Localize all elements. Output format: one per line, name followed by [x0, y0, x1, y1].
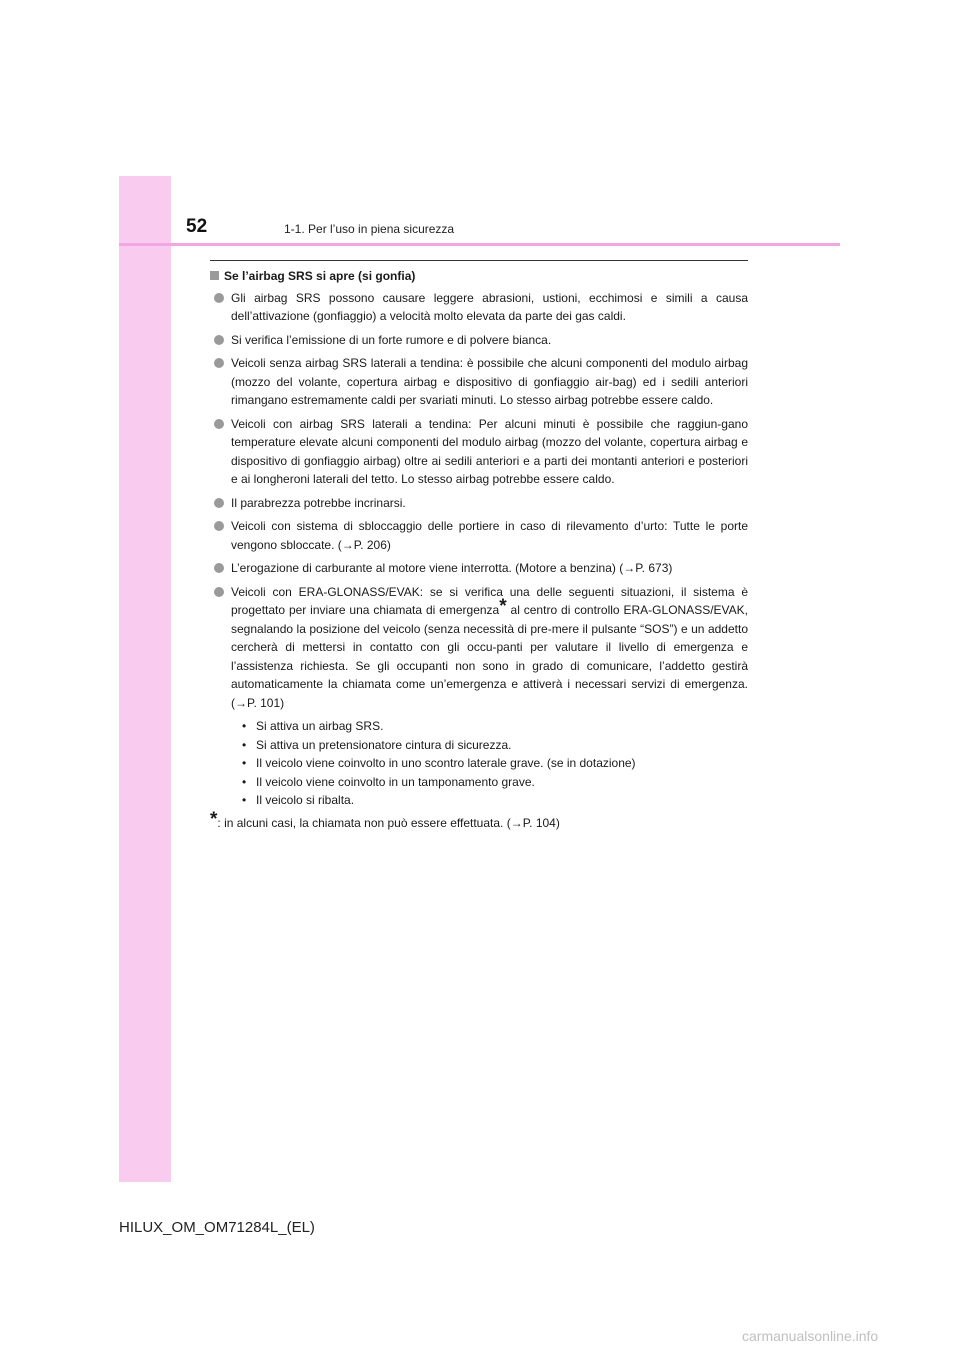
list-item-text: Veicoli senza airbag SRS laterali a tendina: è possibile che alcuni componenti del modulo airbag (mozzo del volante, copertura airbag e dispositivo di gonfiaggio air-bag) ed i sedili anteriori rimangano estremamente caldi per svariati minuti. Lo stesso airbag potrebbe essere caldo. [231, 356, 748, 407]
era-text-part2: al centro di controllo ERA-GLONASS/EVAK, segnalando la posizione del veicolo (senza necessità di pre-mere il pulsante “SOS”) e un addetto cercherà di mettersi in contatto con gli occu-panti per valutare il livello di emergenza e l’assistenza richiesta. Se gli occupanti non sono in grado di comunicare, l’addetto gestirà automaticamente la chiamata come un’emergenza e attiverà i necessari servizi di emergenza. (→P. 101) [231, 603, 748, 710]
list-item-text: Il parabrezza potrebbe incrinarsi. [231, 495, 406, 510]
sub-bullet-icon: • [242, 774, 247, 789]
content-rule [210, 260, 748, 261]
sub-list-item [242, 754, 748, 773]
sub-item-text: Si attiva un pretensionatore cintura di sicurezza. [256, 737, 512, 752]
bullet-dot-icon [214, 335, 224, 345]
sub-item-text: Il veicolo si ribalta. [256, 793, 355, 807]
bullet-dot-icon [214, 521, 224, 531]
sub-list-item [242, 791, 748, 810]
list-item [214, 494, 748, 513]
bullet-dot-icon [214, 358, 224, 368]
list-item [214, 559, 748, 578]
section-title: 1-1. Per l’uso in piena sicurezza [284, 222, 455, 236]
page-header [119, 208, 840, 244]
footnote-star: * [499, 596, 507, 617]
era-text-part1: Veicoli con ERA-GLONASS/EVAK: se si verifica una delle seguenti situazioni, il sistema è progettato per inviare una chiamata di emergenza [231, 584, 748, 617]
list-item [214, 517, 748, 554]
bullet-dot-icon [214, 498, 224, 508]
list-item-era-glonass [214, 583, 748, 713]
bullet-dot-icon [214, 293, 224, 303]
square-bullet-icon [210, 271, 219, 280]
sub-bullet-icon: • [242, 793, 247, 807]
list-item-text: Si verifica l’emissione di un forte rumore e di polvere bianca. [231, 332, 552, 347]
list-item-text: Veicoli con sistema di sbloccaggio delle portiere in caso di rilevamento d’urto: Tutte le porte vengono sbloccate. (→P. 206) [231, 519, 748, 552]
document-code: HILUX_OM_OM71284L_(EL) [119, 1219, 315, 1236]
list-item-text: Gli airbag SRS possono causare leggere abrasioni, ustioni, ecchimosi e simili a causa dell’attivazione (gonfiaggio) a velocità molto elevata da parte dei gas caldi. [231, 290, 748, 323]
list-item [214, 415, 748, 489]
sub-item-text: Si attiva un airbag SRS. [256, 719, 384, 733]
sub-bullet-icon: • [242, 737, 247, 752]
watermark: carmanualsonline.info [742, 1328, 879, 1344]
list-item-text: Veicoli con airbag SRS laterali a tendina: Per alcuni minuti è possibile che raggiun-gano temperature elevate alcuni componenti del modulo airbag (mozzo del volante, copertura airbag e dispositivo di gonfiaggio airbag) oltre ai sedili anteriori e a parti dei montanti anteriori e posteriori e ai longheroni laterali del tetto. Lo stesso airbag potrebbe essere caldo. [231, 416, 748, 486]
bullet-dot-icon [214, 587, 224, 597]
header-rule [119, 243, 840, 246]
content-body [210, 267, 748, 832]
sub-item-text: Il veicolo viene coinvolto in uno scontro laterale grave. (se in dotazione) [256, 756, 636, 770]
sub-list-item [242, 773, 748, 792]
sub-bullet-icon: • [242, 756, 247, 770]
sub-list-item [242, 736, 748, 755]
sub-item-text: Il veicolo viene coinvolto in un tamponamento grave. [256, 774, 535, 789]
list-item-text: L’erogazione di carburante al motore viene interrotta. (Motore a benzina) (→P. 673) [231, 561, 673, 575]
footnote-text: : in alcuni casi, la chiamata non può essere effettuata. (→P. 104) [217, 815, 560, 830]
list-item [214, 289, 748, 326]
list-item [214, 354, 748, 410]
page-number: 52 [186, 216, 208, 237]
footnote-star: * [210, 808, 218, 830]
bullet-dot-icon [214, 419, 224, 429]
heading-text: Se l’airbag SRS si apre (si gonfia) [224, 269, 416, 283]
bullet-dot-icon [214, 563, 224, 573]
list-item [214, 331, 748, 350]
footnote [210, 808, 748, 833]
section-heading [210, 267, 748, 286]
side-band [119, 176, 171, 1182]
sub-list-item [242, 717, 748, 736]
sub-list [210, 717, 748, 810]
sub-bullet-icon: • [242, 719, 247, 733]
